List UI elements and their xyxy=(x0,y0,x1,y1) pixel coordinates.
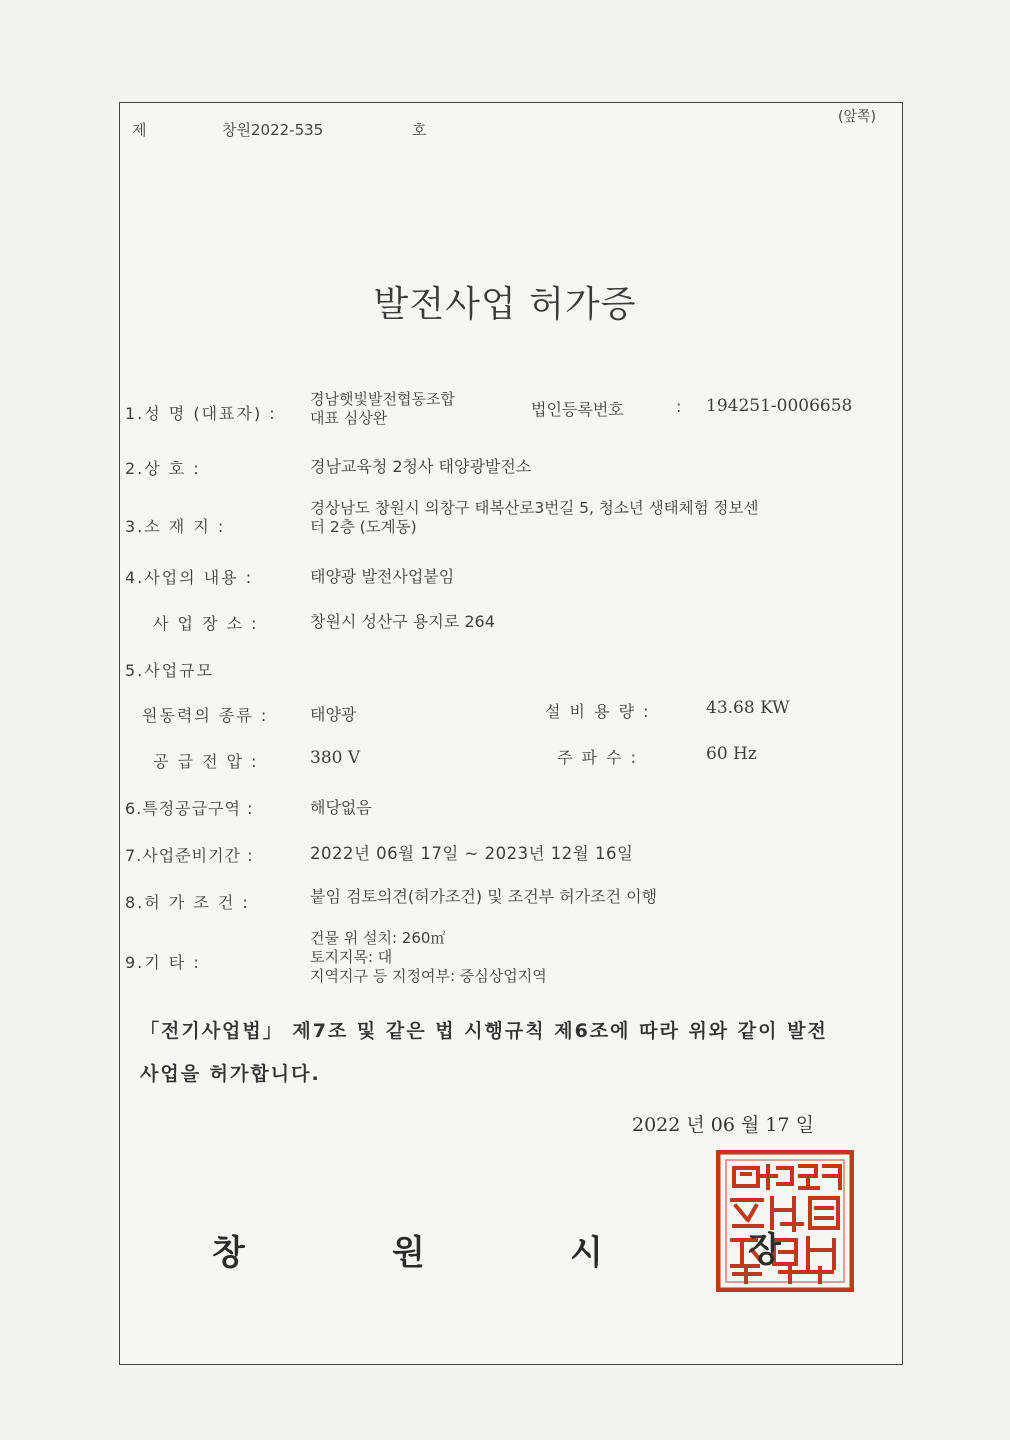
trade-value: 경남교육청 2청사 태양광발전소 xyxy=(310,457,532,476)
issue-date: 2022 년 06 월 17 일 xyxy=(632,1114,814,1136)
frequency-value: 60 Hz xyxy=(706,744,757,764)
address-line-2: 터 2층 (도계동) xyxy=(310,518,417,536)
document-title: 발전사업 허가증 xyxy=(373,284,637,325)
issuer-char-3: 시 xyxy=(570,1233,603,1273)
etc-value xyxy=(310,929,547,986)
business-label: 4.사업의 내용 : xyxy=(125,568,254,587)
doc-number: 창원2022-535 xyxy=(222,121,324,139)
voltage-label: 공 급 전 압 : xyxy=(153,752,259,771)
doc-number-prefix: 제 xyxy=(132,121,147,139)
etc-line-1: 건물 위 설치: 260㎡ xyxy=(310,929,446,947)
etc-line-2: 토지지목: 대 xyxy=(310,948,393,966)
address-label: 3.소 재 지 : xyxy=(125,517,226,536)
address-line-1: 경상남도 창원시 의창구 태복산로3번길 5, 청소년 생태체험 정보센 xyxy=(310,499,759,517)
scale-label: 5.사업규모 xyxy=(125,661,215,680)
zone-value: 해당없음 xyxy=(310,798,372,817)
address-value xyxy=(310,499,758,537)
issuer-char-2: 원 xyxy=(392,1233,425,1273)
period-label: 7.사업준비기간 : xyxy=(125,846,254,865)
issuer-char-4: 장 xyxy=(748,1230,781,1270)
power-type-value: 태양광 xyxy=(310,705,357,724)
capacity-value: 43.68 KW xyxy=(706,698,790,718)
etc-line-3: 지역지구 등 지정여부: 중심상업지역 xyxy=(310,967,547,985)
condition-label: 8.허 가 조 건 : xyxy=(125,893,250,912)
site-label: 사 업 장 소 : xyxy=(153,614,259,633)
corp-reg-colon: : xyxy=(676,397,682,416)
statement-line-1: 「전기사업법」 제7조 및 같은 법 시행규칙 제6조에 따라 위와 같이 발전 xyxy=(140,1020,828,1042)
name-label: 1.성 명 (대표자) : xyxy=(125,404,277,423)
zone-label: 6.특정공급구역 : xyxy=(125,799,254,818)
capacity-label: 설 비 용 량 : xyxy=(545,702,651,721)
official-seal xyxy=(716,1150,854,1292)
trade-label: 2.상 호 : xyxy=(125,459,201,478)
voltage-value: 380 V xyxy=(310,748,361,768)
name-value xyxy=(310,390,455,428)
corp-reg-value: 194251-0006658 xyxy=(706,396,853,416)
power-type-label: 원동력의 종류 : xyxy=(142,706,269,725)
condition-value: 붙임 검토의견(허가조건) 및 조건부 허가조건 이행 xyxy=(310,887,658,906)
period-value: 2022년 06월 17일 ~ 2023년 12월 16일 xyxy=(310,844,634,863)
name-line-2: 대표 심상완 xyxy=(310,409,388,427)
corp-reg-label: 법인등록번호 xyxy=(531,400,624,419)
frequency-label: 주 파 수 : xyxy=(557,748,639,767)
statement-line-2: 사업을 허가합니다. xyxy=(140,1063,321,1085)
etc-label: 9.기 타 : xyxy=(125,953,201,972)
site-value: 창원시 성산구 용지로 264 xyxy=(310,612,495,631)
business-value: 태양광 발전사업붙임 xyxy=(310,567,455,586)
issuer-char-1: 창 xyxy=(212,1233,245,1273)
name-line-1: 경남햇빛발전협동조합 xyxy=(310,390,455,408)
side-indicator: (앞쪽) xyxy=(838,109,876,125)
doc-number-suffix: 호 xyxy=(412,121,427,139)
